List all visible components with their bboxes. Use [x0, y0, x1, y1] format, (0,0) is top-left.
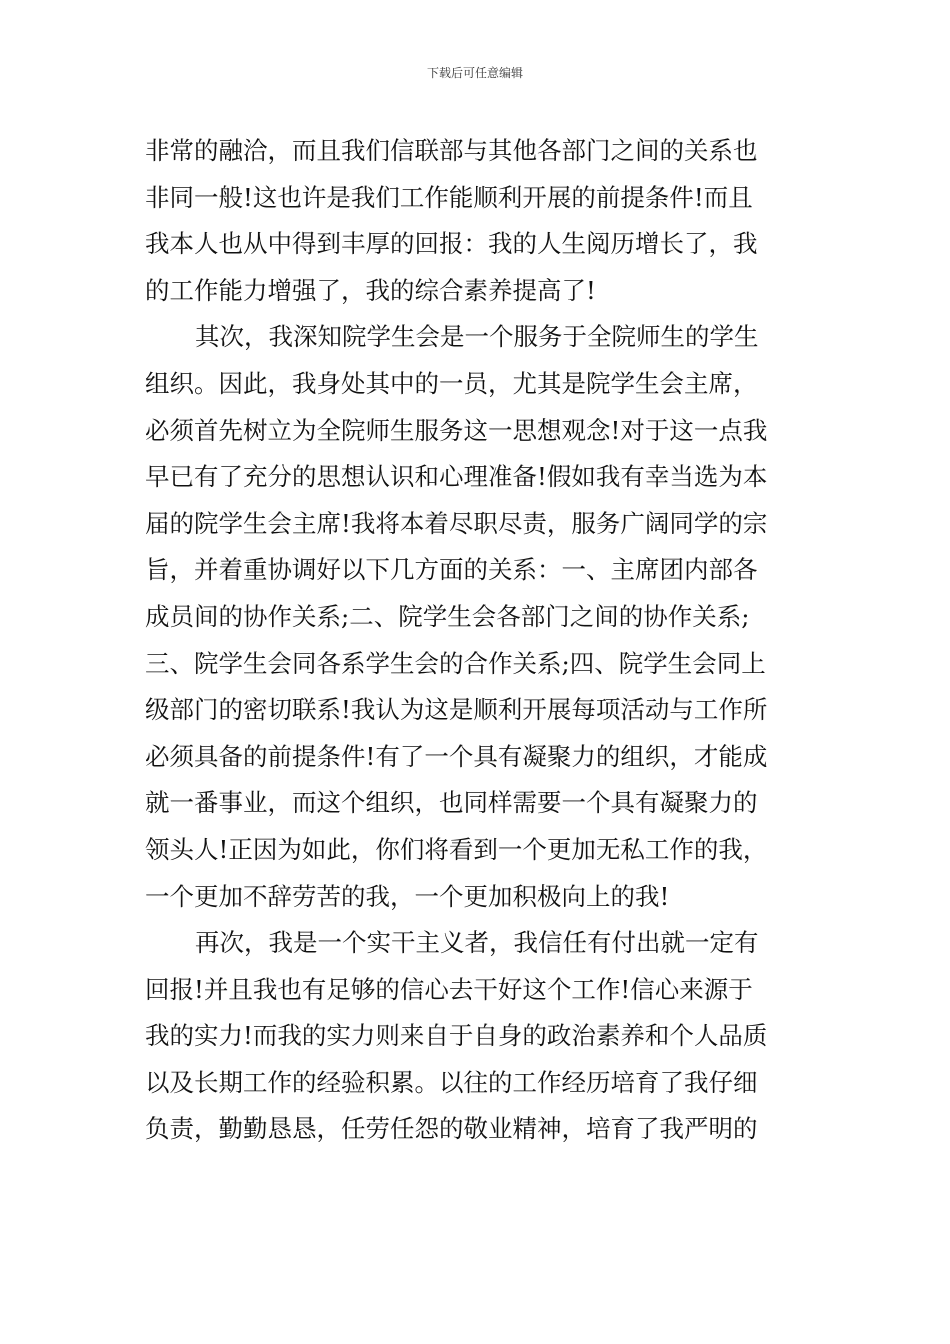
text-line: 我本人也从中得到丰厚的回报：我的人生阅历增长了，我	[145, 229, 758, 259]
text-line: 三、院学生会同各系学生会的合作关系;四、院学生会同上	[145, 648, 766, 678]
text-line: 回报!并且我也有足够的信心去干好这个工作!信心来源于	[145, 974, 753, 1004]
text-line: 负责，勤勤恳恳，任劳任怨的敬业精神，培育了我严明的	[145, 1114, 758, 1144]
text-line: 以及长期工作的经验积累。以往的工作经历培育了我仔细	[145, 1067, 758, 1097]
text-line: 届的院学生会主席!我将本着尽职尽责，服务广阔同学的宗	[145, 508, 768, 538]
text-line: 就一番事业，而这个组织，也同样需要一个具有凝聚力的	[145, 788, 758, 818]
text-line: 旨，并着重协调好以下几方面的关系：一、主席团内部各	[145, 555, 758, 585]
text-line: 领头人!正因为如此，你们将看到一个更加无私工作的我，	[145, 834, 768, 864]
paragraph-start-line: 再次，我是一个实干主义者，我信任有付出就一定有	[195, 928, 759, 958]
text-line: 一个更加不辞劳苦的我，一个更加积极向上的我!	[145, 881, 670, 911]
text-line: 非同一般!这也许是我们工作能顺利开展的前提条件!而且	[145, 182, 753, 212]
text-line: 早已有了充分的思想认识和心理准备!假如我有幸当选为本	[145, 462, 768, 492]
page-header: 下载后可任意编辑	[426, 66, 523, 80]
text-line: 非常的融洽，而且我们信联部与其他各部门之间的关系也	[145, 136, 758, 165]
text-line: 的工作能力增强了，我的综合素养提高了!	[145, 275, 596, 305]
paragraph-start-line: 其次，我深知院学生会是一个服务于全院师生的学生	[195, 322, 759, 352]
document-body	[145, 128, 810, 1153]
text-line: 我的实力!而我的实力则来自于自身的政治素养和个人品质	[145, 1021, 768, 1051]
text-line: 级部门的密切联系!我认为这是顺利开展每项活动与工作所	[145, 695, 768, 725]
text-line: 必须首先树立为全院师生服务这一思想观念!对于这一点我	[145, 415, 768, 445]
text-line: 成员间的协作关系;二、院学生会各部门之间的协作关系;	[145, 601, 750, 631]
text-line: 必须具备的前提条件!有了一个具有凝聚力的组织，才能成	[145, 741, 768, 771]
text-line: 组织。因此，我身处其中的一员，尤其是院学生会主席，	[145, 368, 758, 398]
